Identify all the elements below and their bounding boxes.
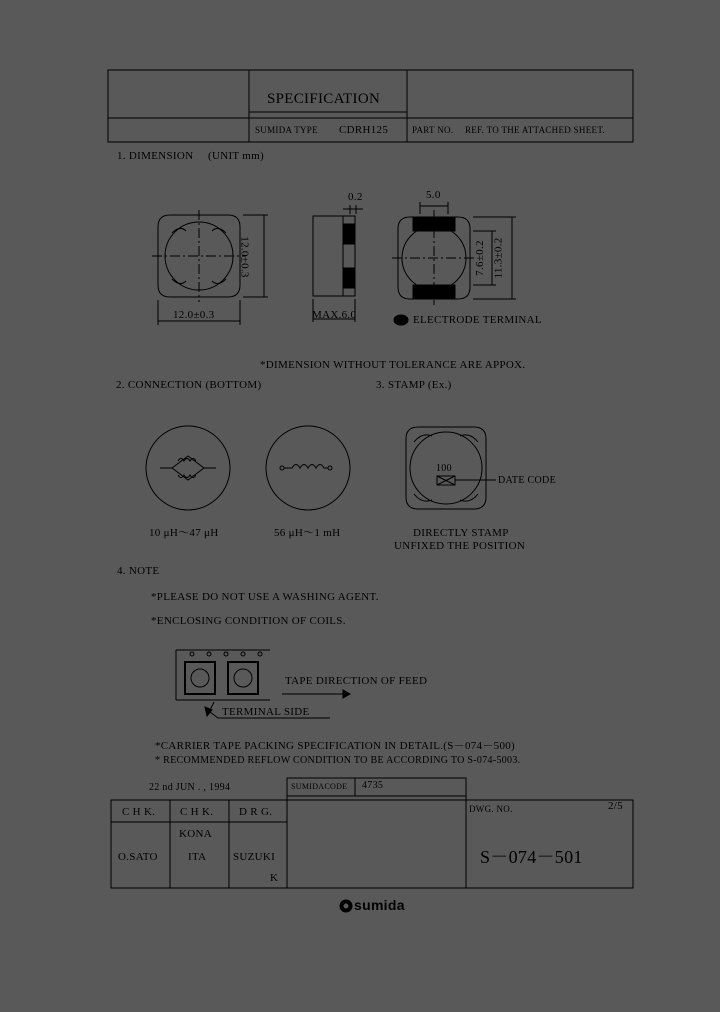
sumida-logo-text: sumida bbox=[354, 897, 405, 913]
dim-height-label: 12.0±0.3 bbox=[238, 236, 251, 278]
stamp-line1: DIRECTLY STAMP bbox=[413, 527, 509, 539]
sumida-type-value: CDRH125 bbox=[339, 124, 389, 136]
sumida-type-label: SUMIDA TYPE bbox=[255, 125, 318, 135]
connection-right-range: 56 μH～1 mH bbox=[274, 527, 341, 539]
sumida-logo-icon bbox=[340, 900, 352, 912]
connection-left-drawing bbox=[146, 426, 230, 510]
part-no-value: REF. TO THE ATTACHED SHEET. bbox=[465, 125, 605, 135]
drg-label: D R G. bbox=[239, 806, 273, 818]
chk2-label: C H K. bbox=[180, 806, 214, 818]
dim-pad-outer: 11.3±0.2 bbox=[492, 237, 505, 279]
chk2-name-a: KONA bbox=[179, 828, 212, 840]
dim-pad-width: 5.0 bbox=[426, 189, 441, 201]
electrode-label: ELECTRODE TERMINAL bbox=[413, 314, 542, 326]
sumida-code-label: SUMIDACODE bbox=[291, 782, 348, 791]
drg-name-b: K bbox=[270, 872, 279, 884]
connection-left-range: 10 μH～47 μH bbox=[149, 527, 219, 539]
chk2-name-b: ITA bbox=[188, 851, 207, 863]
note-item-3: *CARRIER TAPE PACKING SPECIFICATION IN DETAIL.(S－074－500) bbox=[155, 740, 516, 752]
stamp-marking: 100 bbox=[436, 463, 452, 474]
dim-pad-span: 7.6±0.2 bbox=[473, 240, 486, 276]
dimension-heading: 1. DIMENSION bbox=[117, 150, 194, 162]
dimension-note: *DIMENSION WITHOUT TOLERANCE ARE APPOX. bbox=[260, 359, 526, 371]
connection-heading: 2. CONNECTION (BOTTOM) bbox=[116, 379, 262, 391]
chk1-name: O.SATO bbox=[118, 851, 158, 863]
dim-width-label: 12.0±0.3 bbox=[173, 309, 215, 321]
dim-thickness-max: MAX.6.0 bbox=[312, 309, 357, 321]
chk1-label: C H K. bbox=[122, 806, 156, 818]
sheet-number: 2/5 bbox=[608, 800, 623, 812]
tape-direction-label: TAPE DIRECTION OF FEED bbox=[285, 675, 428, 687]
drawing-date: 22 nd JUN . , 1994 bbox=[149, 782, 231, 793]
dimension-unit: (UNIT mm) bbox=[208, 150, 264, 162]
part-no-label: PART NO. bbox=[412, 125, 454, 135]
dwg-no-value: S－074－501 bbox=[480, 847, 583, 867]
electrode-legend-icon bbox=[394, 315, 408, 325]
note-heading: 4. NOTE bbox=[117, 565, 160, 577]
dwg-no-label: DWG. NO. bbox=[469, 804, 513, 814]
stamp-line2: UNFIXED THE POSITION bbox=[394, 540, 526, 552]
stamp-heading: 3. STAMP (Ex.) bbox=[376, 379, 452, 391]
sumida-code-value: 4735 bbox=[362, 780, 384, 791]
dim-thickness-top: 0.2 bbox=[348, 191, 363, 203]
drg-name-a: SUZUKI bbox=[233, 851, 276, 863]
side-view-drawing bbox=[313, 205, 363, 322]
date-code-label: DATE CODE bbox=[498, 475, 556, 486]
connection-right-drawing bbox=[266, 426, 350, 510]
note-item-1: *PLEASE DO NOT USE A WASHING AGENT. bbox=[151, 591, 379, 603]
terminal-side-label: TERMINAL SIDE bbox=[222, 706, 310, 718]
note-item-2: *ENCLOSING CONDITION OF COILS. bbox=[151, 615, 346, 627]
note-item-4: * RECOMMENDED REFLOW CONDITION TO BE ACCORDING TO S-074-5003. bbox=[155, 755, 521, 766]
spec-title: SPECIFICATION bbox=[267, 91, 381, 107]
